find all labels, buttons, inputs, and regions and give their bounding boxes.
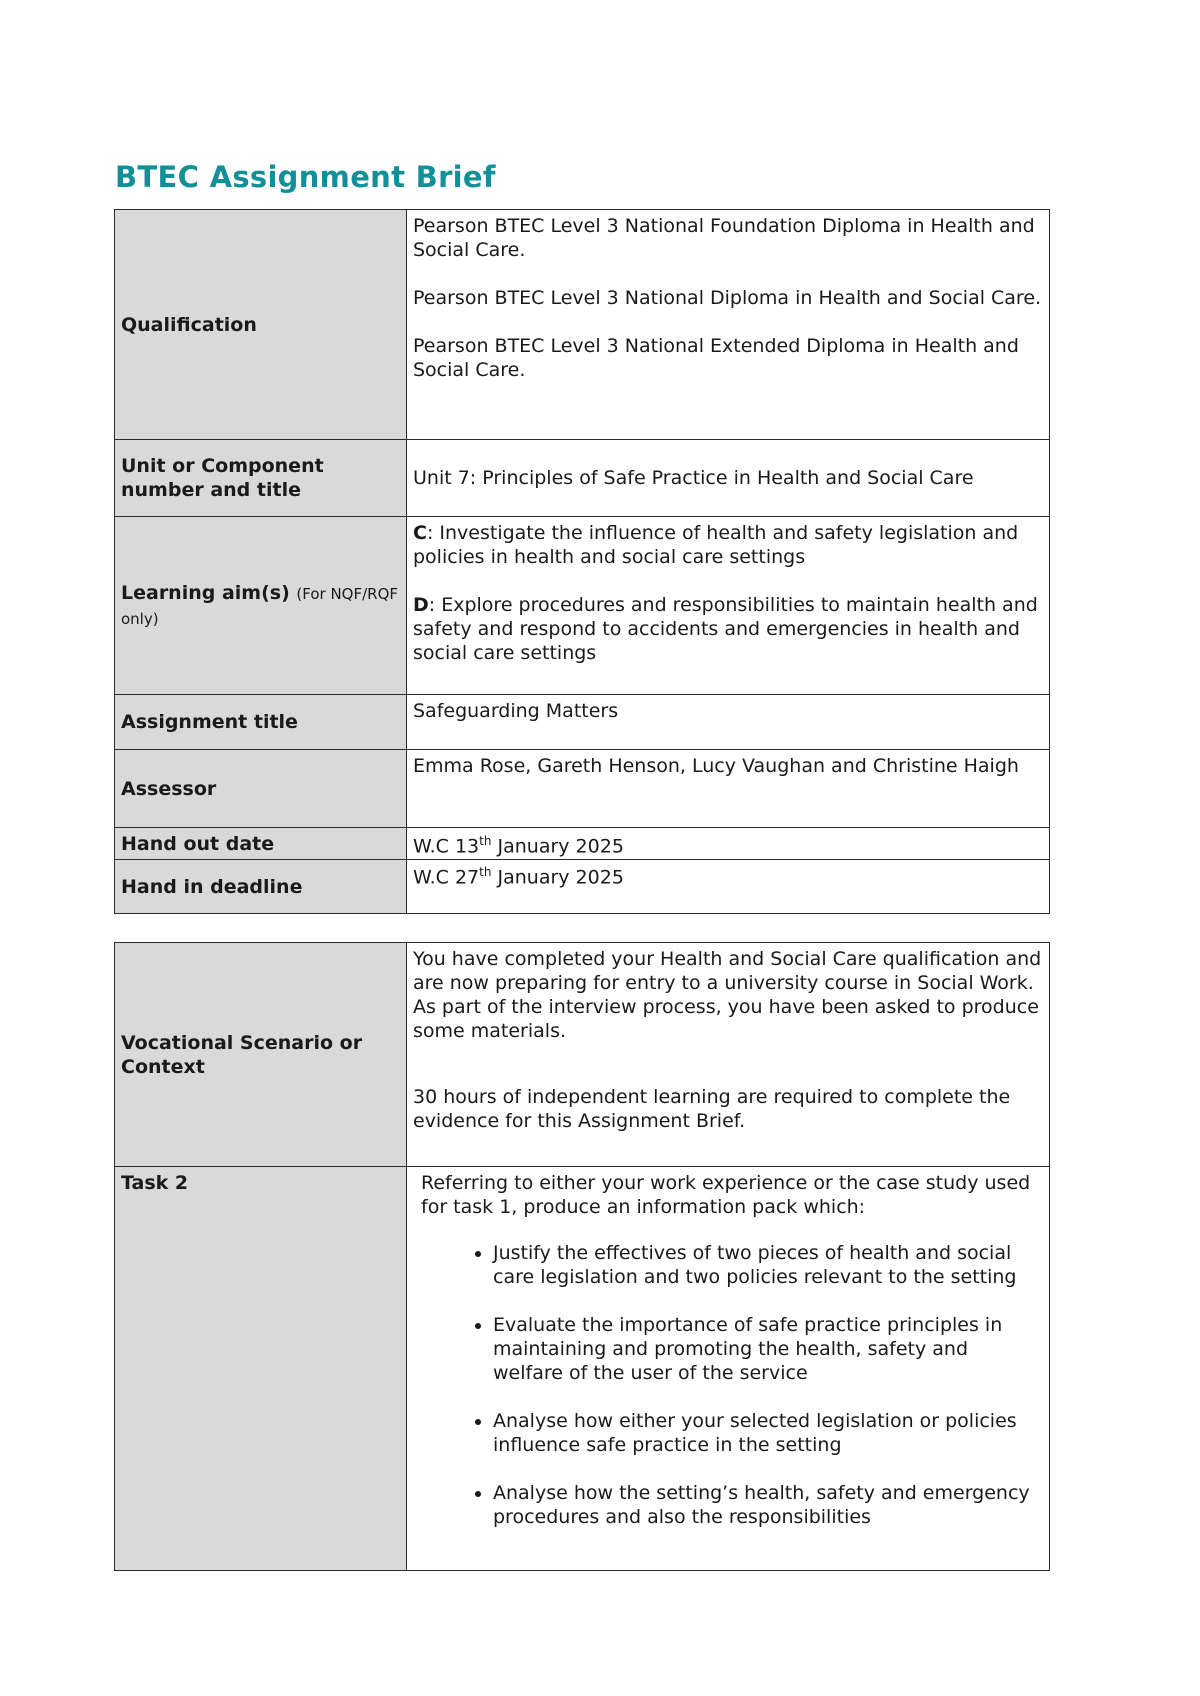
page-title: BTEC Assignment Brief [115,160,496,194]
unit-value: Unit 7: Principles of Safe Practice in Health and Social Care [407,440,1050,517]
aim-code: C [413,522,427,544]
assessor-label: Assessor [115,750,407,828]
qualification-row [115,210,1050,440]
scenario-task-table [114,942,1050,1571]
scenario-paragraph: You have completed your Health and Social Care qualification and are now preparing for entry to a university course in Social Work. As part of the interview process, you have been asked to produce some materials. [413,948,1042,1042]
assignment-title-label: Assignment title [115,695,407,750]
task-label: Task 2 [115,1167,407,1571]
learning-aims-label [115,517,407,695]
aim-text: : Explore procedures and responsibilities to maintain health and safety and respond to accidents and emergencies in health and social care settings [413,594,1038,664]
date-prefix: W.C 13 [413,835,480,858]
hand-out-row [115,828,1050,860]
learning-aims-note: (For NQF/RQF only) [121,584,399,628]
aim-text: : Investigate the influence of health and safety legislation and policies in health and social care settings [413,522,1019,568]
learning-aim-d [413,593,1043,665]
task-bullet: • Evaluate the importance of safe practice principles in maintaining and promoting the health, safety and welfare of the user of the service [493,1313,1043,1385]
task-value [407,1167,1050,1571]
hand-out-value [407,828,1050,860]
learning-aims-value [407,517,1050,695]
date-suffix: January 2025 [491,835,624,858]
learning-aim-c [413,521,1043,569]
qualification-line: Pearson BTEC Level 3 National Extended Diploma in Health and Social Care. [413,335,1019,381]
task-bullet: • Analyse how either your selected legislation or policies influence safe practice in the setting [493,1409,1043,1457]
task-bullet: • Analyse how the setting’s health, safety and emergency procedures and also the responsibilities [493,1481,1043,1529]
scenario-row [115,943,1050,1167]
task-bullet-list [413,1241,1043,1529]
assignment-details-table [114,209,1050,914]
learning-aims-row [115,517,1050,695]
date-sup: th [479,865,492,880]
assignment-title-row [115,695,1050,750]
scenario-label: Vocational Scenario or Context [115,943,407,1167]
qualification-line: Pearson BTEC Level 3 National Foundation Diploma in Health and Social Care. [413,215,1035,261]
assignment-title-value: Safeguarding Matters [407,695,1050,750]
learning-aims-title: Learning aim(s) [121,581,290,604]
hand-in-row [115,860,1050,914]
aim-code: D [413,594,429,616]
hand-in-label: Hand in deadline [115,860,407,914]
hand-out-label: Hand out date [115,828,407,860]
assessor-row [115,750,1050,828]
assessor-value: Emma Rose, Gareth Henson, Lucy Vaughan and Christine Haigh [407,750,1050,828]
unit-label: Unit or Component number and title [115,440,407,517]
task-row [115,1167,1050,1571]
qualification-value [407,210,1050,440]
date-prefix: W.C 27 [413,866,480,889]
unit-row [115,440,1050,517]
date-suffix: January 2025 [491,866,624,889]
scenario-value [407,943,1050,1167]
task-intro: Referring to either your work experience or the case study used for task 1, produce an information pack which: [421,1172,1031,1218]
qualification-line: Pearson BTEC Level 3 National Diploma in Health and Social Care. [413,287,1042,309]
qualification-label: Qualification [115,210,407,440]
task-bullet: • Justify the effectives of two pieces of health and social care legislation and two policies relevant to the setting [493,1241,1043,1289]
hand-in-value [407,860,1050,914]
scenario-paragraph: 30 hours of independent learning are required to complete the evidence for this Assignment Brief. [413,1086,1011,1132]
date-sup: th [479,834,492,848]
